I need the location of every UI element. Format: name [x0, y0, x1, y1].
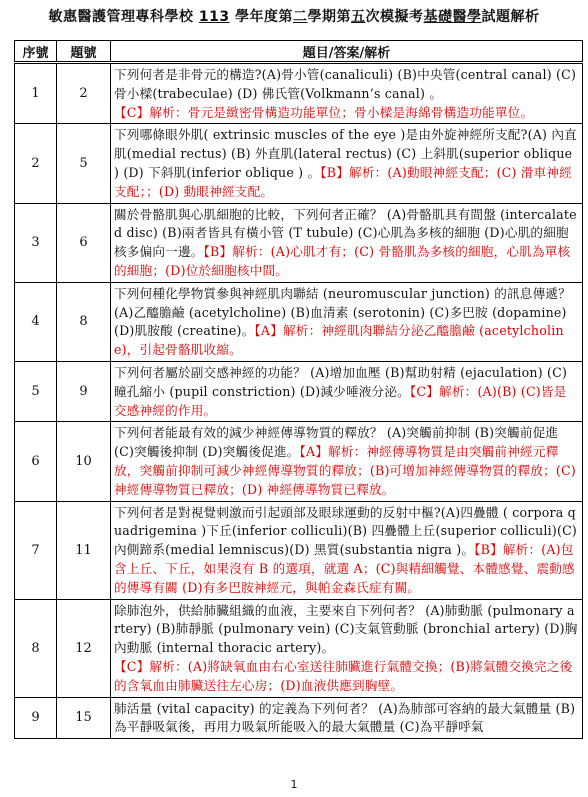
row-seq: 9	[15, 697, 57, 739]
table-row	[15, 203, 583, 282]
answer-text: 【B】解析：(A)包含上丘、下丘，如果沒有 B 的選項，就選 A；(C)與精細觸覺、本體感覺、震動感的傳導有關 (D)有多巴胺神經元，與帕金森氏症有關。	[114, 542, 575, 595]
row-content	[111, 361, 583, 421]
row-qno: 11	[57, 501, 111, 599]
row-content	[111, 501, 583, 599]
title-exam-number: 五	[350, 9, 366, 25]
row-qno: 12	[57, 599, 111, 697]
row-content	[111, 697, 583, 739]
table-row	[15, 282, 583, 361]
question-text: 下列何者是對視覺刺激而引起頭部及眼球運動的反射中樞?(A)四疊體 ( corpora quadrigemina )下丘(inferior colliculi)(B) 四疊體上丘(superior colliculi)(C) 內側蹄系(medial lemniscus)(D) 黑質(substantia nigra )。	[114, 504, 578, 558]
title-suffix: 試題解析	[481, 9, 540, 25]
row-content	[111, 124, 583, 203]
title-term-prefix: 學年度第	[229, 9, 293, 25]
table-row	[15, 422, 583, 501]
row-qno: 15	[57, 697, 111, 739]
row-qno: 8	[57, 282, 111, 361]
row-seq: 7	[15, 501, 57, 599]
row-seq: 4	[15, 282, 57, 361]
title-subject: 基礎醫學	[423, 9, 482, 25]
answer-text: 【B】解析：(A)動眼神經支配；(C) 滑車神經支配；；(D) 動眼神經支配。	[114, 164, 572, 199]
table-row	[15, 361, 583, 421]
row-content	[111, 599, 583, 697]
title-exam-suffix: 次模擬考	[365, 9, 424, 25]
row-qno: 5	[57, 124, 111, 203]
question-text: 關於骨骼肌與心肌細胞的比較，下列何者正確？ (A)骨骼肌具有間盤 (intercalated disc) (B)兩者皆具有橫小管 (T tubule) (C)心肌為多核的細胞 (D)心肌的細胞核多偏向一邊。	[114, 206, 577, 260]
title-exam-prefix: 學期第	[307, 9, 351, 25]
row-seq: 3	[15, 203, 57, 282]
row-seq: 6	[15, 422, 57, 501]
question-text: 下列何者是非骨元的構造?(A)骨小管(canaliculi) (B)中央管(central canal) (C)骨小樑(trabeculae) (D) 佛氏管(Volkmann’s canal) 。	[114, 67, 577, 101]
question-text: 下列何者能最有效的減少神經傳導物質的釋放？ (A)突觸前抑制 (B)突觸前促進 (C)突觸後抑制 (D)突觸後促進。	[114, 425, 559, 460]
answer-text: 【C】解析：(A)將缺氧血由右心室送往肺臟進行氣體交換；(B)將氣體交換完之後的含氧血由肺臟送往左心房；(D)血液供應到胸壁。	[114, 658, 573, 693]
row-qno: 2	[57, 63, 111, 124]
column-header-qno: 題號	[57, 41, 111, 63]
question-text: 肺活量 (vital capacity) 的定義為下列何者？ (A)為肺部可容納的最大氣體量 (B)為平靜吸氣後，再用力吸氣所能吸入的最大氣體量 (C)為平靜呼氣	[114, 700, 576, 735]
row-qno: 6	[57, 203, 111, 282]
row-qno: 9	[57, 361, 111, 421]
question-text: 除肺泡外，供給肺臟組織的血液，主要來自下列何者？ (A)肺動脈 (pulmonary artery) (B)肺靜脈 (pulmonary vein) (C)支氣管動脈 (bronchial artery) (D)胸內動脈 (internal thoracic artery)。	[114, 602, 578, 656]
answer-text: 【B】解析：(A)心肌才有；(C) 骨骼肌為多核的細胞，心肌為單核的細胞；(D)位於細胞核中間。	[114, 244, 571, 278]
table-row	[15, 501, 583, 599]
row-qno: 10	[57, 422, 111, 501]
question-text: 下列哪條眼外肌( extrinsic muscles of the eye )是由外旋神經所支配?(A) 內直肌(medial rectus) (B) 外直肌(lateral rectus) (C) 上斜肌(superior oblique ) (D) 下斜肌(inferior oblique ) 。	[114, 127, 577, 180]
table-row	[15, 124, 583, 203]
row-seq: 5	[15, 361, 57, 421]
row-content	[111, 63, 583, 124]
answer-text: 【A】解析：神經傳導物質是由突觸前神經元釋放，突觸前抑制可減少神經傳導物質的釋放；(B)可增加神經傳導物質的釋放；(C) 神經傳導物質已釋放；(D) 神經傳導物質已釋放。	[114, 444, 576, 497]
table-row	[15, 63, 583, 124]
question-table	[14, 40, 583, 739]
column-header-content: 題目/答案/解析	[111, 41, 583, 63]
title-year: 113	[198, 9, 230, 25]
title-school: 敏惠醫護管理專科學校	[48, 9, 199, 25]
row-content	[111, 203, 583, 282]
table-row	[15, 697, 583, 739]
row-seq: 2	[15, 124, 57, 203]
row-seq: 1	[15, 63, 57, 124]
row-content	[111, 422, 583, 501]
answer-text: 【C】解析：(A)(B) (C)皆是交感神經的作用。	[114, 383, 567, 418]
row-content	[111, 282, 583, 361]
row-seq: 8	[15, 599, 57, 697]
column-header-seq: 序號	[15, 41, 57, 63]
question-text: 下列何者屬於副交感神經的功能？ (A)增加血壓 (B)幫助射精 (ejaculation) (C)瞳孔縮小 (pupil constriction) (D)減少唾液分泌。	[114, 364, 568, 399]
question-text: 下列何種化學物質參與神經肌肉聯結 (neuromuscular junction) 的訊息傳遞？ (A)乙醯膽鹼 (acetylcholine) (B)血清素 (serotonin) (C)多巴胺 (dopamine) (D)肌胺酸 (creatine)。	[114, 285, 571, 339]
document-title	[0, 6, 588, 26]
table-row	[15, 599, 583, 697]
answer-text: 【A】解析：神經肌肉聯結分泌乙醯膽鹼 (acetylcholine)，引起骨骼肌收縮。	[114, 323, 564, 358]
title-term: 二	[292, 9, 308, 25]
table-header-row	[15, 41, 583, 63]
answer-text: 【C】解析：骨元是緻密骨構造功能單位；骨小樑是海綿骨構造功能單位。	[114, 104, 534, 120]
page-number: 1	[290, 778, 298, 791]
